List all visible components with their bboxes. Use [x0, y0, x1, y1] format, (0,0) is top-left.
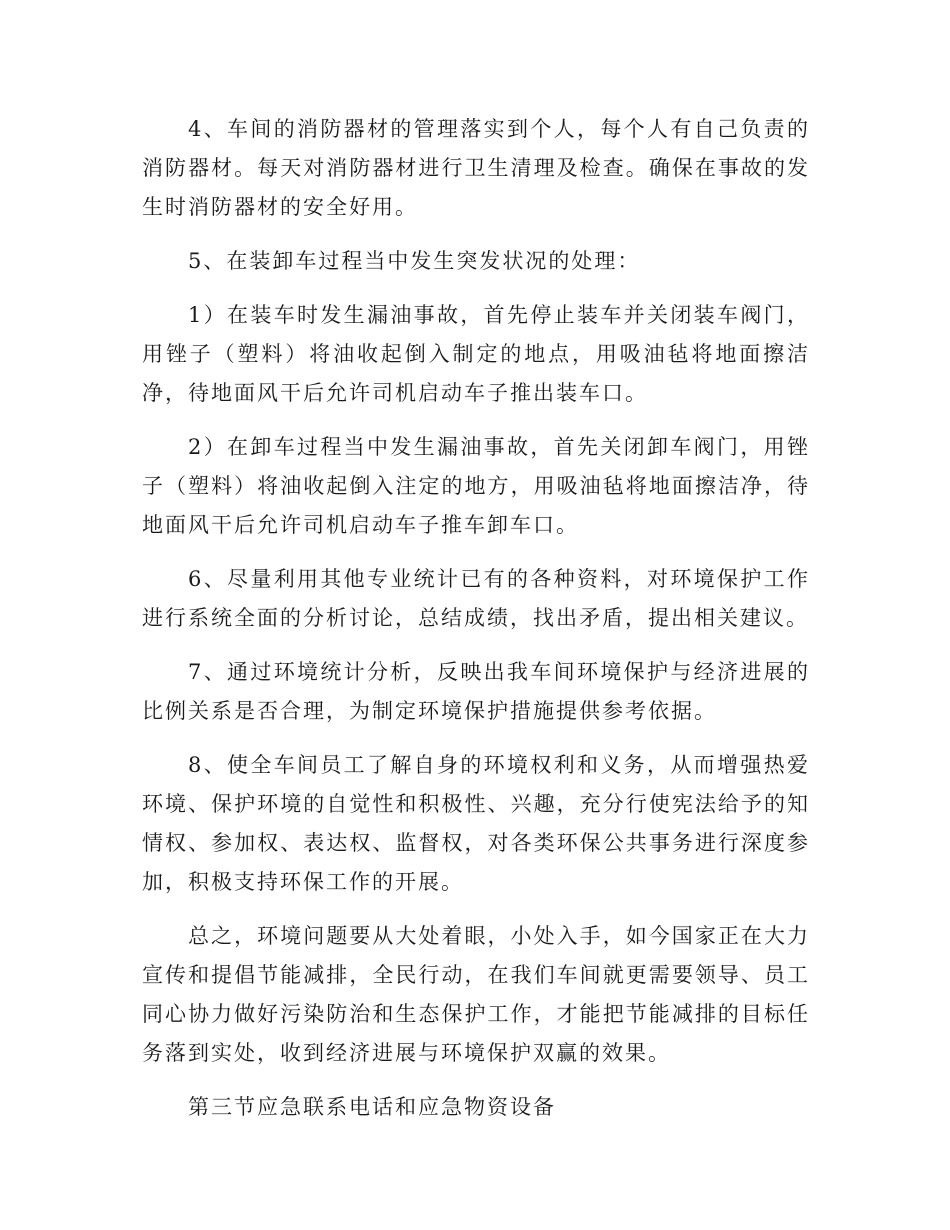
paragraph-item-7: 7、通过环境统计分析，反映出我车间环境保护与经济进展的比例关系是否合理，为制定环境保护措施提供参考依据。: [142, 660, 810, 723]
document-body: [142, 110, 810, 1142]
paragraph-summary: 总之，环境问题要从大处着眼，小处入手，如今国家正在大力宣传和提倡节能减排，全民行动，在我们车间就更需要领导、员工同心协力做好污染防治和生态保护工作，才能把节能减排的目标任务落到实处，收到经济进展与环境保护双赢的效果。: [142, 924, 810, 1065]
paragraph-item-6: 6、尽量利用其他专业统计已有的各种资料，对环境保护工作进行系统全面的分析讨论，总结成绩，找出矛盾，提出相关建议。: [142, 567, 810, 630]
paragraph-item-8: 8、使全车间员工了解自身的环境权利和义务，从而增强热爱环境、保护环境的自觉性和积极性、兴趣，充分行使宪法给予的知情权、参加权、表达权、监督权，对各类环保公共事务进行深度参加，积极支持环保工作的开展。: [142, 753, 810, 894]
section-heading: 第三节应急联系电话和应急物资设备: [188, 1095, 556, 1119]
paragraph-item-5: 5、在装卸车过程当中发生突发状况的处理：: [188, 249, 641, 273]
paragraph-item-4: 4、车间的消防器材的管理落实到个人，每个人有自己负责的消防器材。每天对消防器材进行卫生清理及检查。确保在事故的发生时消防器材的安全好用。: [142, 117, 810, 219]
paragraph-subitem-1: 1）在装车时发生漏油事故，首先停止装车并关闭装车阀门，用锉子（塑料）将油收起倒入制定的地点，用吸油毡将地面擦洁净，待地面风干后允许司机启动车子推出装车口。: [142, 303, 810, 405]
paragraph-subitem-2: 2）在卸车过程当中发生漏油事故，首先关闭卸车阀门，用锉子（塑料）将油收起倒入注定的地方，用吸油毡将地面擦洁净，待地面风干后允许司机启动车子推车卸车口。: [142, 435, 810, 537]
